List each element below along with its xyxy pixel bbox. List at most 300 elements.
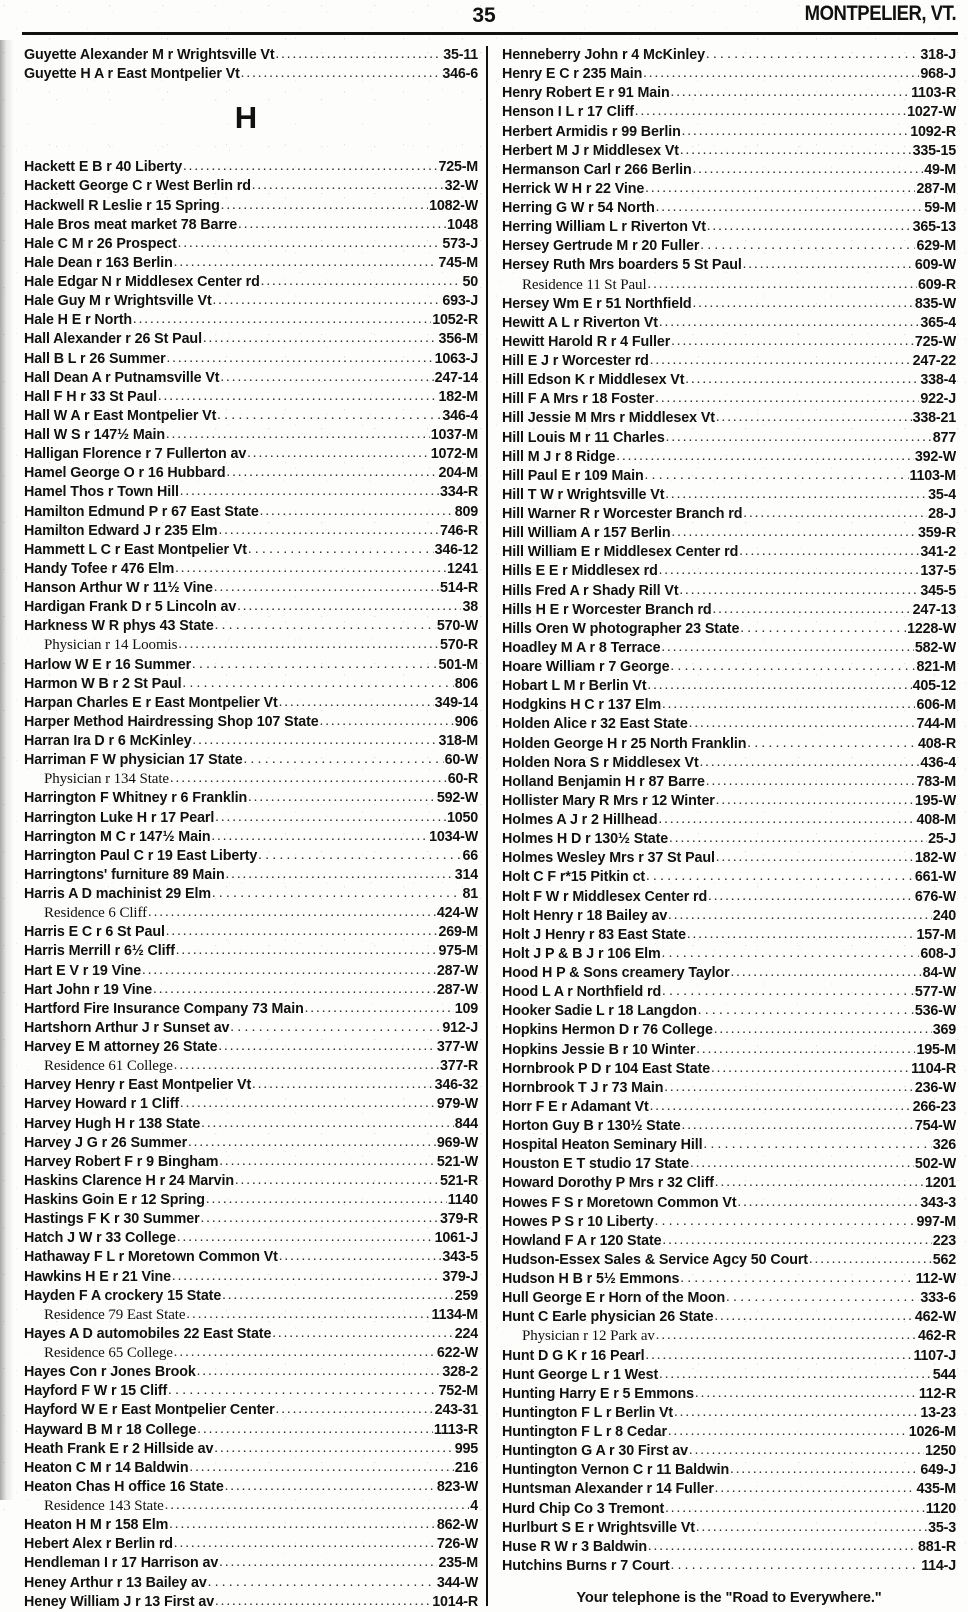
entry-name: Haskins Goin E r 12 Spring bbox=[24, 1192, 205, 1208]
entry-phone-number: 247-14 bbox=[434, 369, 478, 386]
entry-phone-number: 405-12 bbox=[912, 678, 956, 695]
directory-entry bbox=[502, 1442, 956, 1461]
entry-phone-number: 424-W bbox=[436, 905, 478, 922]
directory-entry bbox=[24, 1535, 478, 1554]
directory-entry bbox=[502, 1213, 956, 1232]
entry-phone-number: 573-J bbox=[442, 235, 478, 252]
entry-phone-number: 501-M bbox=[438, 656, 478, 673]
entry-phone-number: 968-J bbox=[920, 66, 956, 83]
entry-phone-number: 745-M bbox=[438, 254, 478, 271]
entry-name: Physician r 14 Loomis bbox=[44, 637, 178, 654]
entry-phone-number: 84-W bbox=[922, 965, 956, 981]
leader-dots bbox=[214, 1440, 453, 1458]
entry-name: Holden Nora S r Middlesex Vt bbox=[502, 754, 699, 771]
leader-dots bbox=[252, 177, 444, 195]
entry-name: Harvey Hugh H r 138 State bbox=[24, 1115, 201, 1132]
entry-name: Hill T W r Wrightsville Vt bbox=[502, 486, 665, 503]
entry-name: Hunt George L r 1 West bbox=[502, 1366, 659, 1383]
entry-name: Holt C F r*15 Pitkin ct bbox=[502, 869, 646, 886]
entry-phone-number: 344-W bbox=[436, 1574, 478, 1591]
directory-entry bbox=[24, 923, 478, 942]
entry-phone-number: 835-W bbox=[914, 295, 956, 312]
directory-entry bbox=[24, 426, 478, 445]
entry-phone-number: 247-13 bbox=[912, 601, 956, 618]
directory-entry bbox=[24, 1593, 478, 1612]
leader-dots bbox=[716, 849, 914, 867]
leader-dots bbox=[666, 429, 932, 447]
entry-name: Hale H E r North bbox=[24, 312, 133, 329]
entry-phone-number: 1037-M bbox=[430, 427, 478, 443]
directory-entry bbox=[502, 65, 956, 84]
entry-phone-number: 28-J bbox=[928, 506, 956, 522]
section-letter-heading: H bbox=[234, 100, 258, 136]
leader-dots bbox=[674, 1404, 919, 1422]
directory-entry bbox=[502, 1519, 956, 1538]
entry-name: Hamilton Edmund P r 67 East State bbox=[24, 503, 259, 520]
entry-phone-number: 182-W bbox=[914, 850, 956, 867]
entry-phone-number: 59-M bbox=[924, 200, 956, 216]
leader-dots bbox=[650, 1098, 912, 1116]
entry-phone-number: 223 bbox=[932, 1232, 956, 1249]
entry-name: Hunt D G K r 16 Pearl bbox=[502, 1347, 645, 1364]
directory-entry bbox=[24, 1516, 478, 1535]
entry-phone-number: 269-M bbox=[438, 924, 478, 941]
leader-dots bbox=[665, 486, 927, 504]
entry-name: Hayes Con r Jones Brook bbox=[24, 1364, 196, 1381]
entry-phone-number: 240 bbox=[932, 907, 956, 924]
entry-name: Holt J Henry r 83 East State bbox=[502, 926, 686, 943]
entry-name: Henneberry John r 4 McKinley bbox=[502, 47, 705, 63]
right-column bbox=[486, 46, 968, 1606]
leader-dots bbox=[215, 617, 436, 635]
entry-phone-number: 346-6 bbox=[442, 66, 478, 83]
entry-name: Herbert M J r Middlesex Vt bbox=[502, 142, 679, 159]
directory-entry bbox=[502, 830, 956, 849]
entry-phone-number: 1250 bbox=[924, 1443, 956, 1460]
leader-dots bbox=[655, 390, 919, 408]
leader-dots bbox=[241, 65, 442, 83]
leader-dots bbox=[212, 885, 462, 903]
directory-entry bbox=[24, 694, 478, 713]
directory-entry bbox=[502, 1366, 956, 1385]
directory-entry bbox=[24, 598, 478, 617]
leader-dots bbox=[226, 866, 454, 884]
leader-dots bbox=[655, 1213, 916, 1231]
entry-phone-number: 744-M bbox=[916, 716, 956, 733]
entry-name: Hartshorn Arthur J r Sunset av bbox=[24, 1019, 230, 1036]
entry-name: Hopkins Hermon D r 76 College bbox=[502, 1022, 713, 1039]
leader-dots bbox=[174, 1344, 436, 1362]
directory-entry bbox=[502, 696, 956, 715]
entry-name: Residence 61 College bbox=[44, 1058, 173, 1075]
entry-phone-number: 629-M bbox=[916, 238, 956, 255]
entry-phone-number: 1120 bbox=[925, 1500, 956, 1517]
entry-name: Holden George H r 25 North Franklin bbox=[502, 735, 747, 752]
directory-subentry bbox=[24, 1344, 478, 1363]
directory-entry bbox=[502, 1538, 956, 1557]
directory-entry bbox=[502, 620, 956, 639]
entry-phone-number: 379-J bbox=[442, 1268, 478, 1285]
directory-entry bbox=[502, 945, 956, 964]
entry-name: Harlow W E r 16 Summer bbox=[24, 656, 192, 673]
leader-dots bbox=[192, 656, 437, 674]
leader-dots bbox=[178, 636, 439, 654]
entry-name: Hayford F W r 15 Cliff bbox=[24, 1383, 168, 1400]
entry-name: Hastings F K r 30 Summer bbox=[24, 1211, 200, 1228]
entry-name: Hale C M r 26 Prospect bbox=[24, 235, 177, 252]
entry-phone-number: 112-R bbox=[918, 1385, 956, 1402]
directory-entry bbox=[24, 1248, 478, 1267]
entry-name: Residence 79 East State bbox=[44, 1306, 186, 1323]
entry-phone-number: 809 bbox=[454, 503, 478, 520]
leader-dots bbox=[148, 904, 436, 922]
directory-entry bbox=[24, 866, 478, 885]
directory-entry bbox=[502, 1251, 956, 1270]
leader-dots bbox=[656, 1327, 917, 1345]
leader-dots bbox=[260, 503, 454, 521]
entry-phone-number: 1140 bbox=[447, 1192, 478, 1208]
leader-dots bbox=[659, 1366, 932, 1384]
leader-dots bbox=[214, 579, 439, 597]
leader-dots bbox=[706, 46, 919, 64]
leader-dots bbox=[211, 828, 428, 846]
leader-dots bbox=[219, 1153, 436, 1171]
leader-dots bbox=[616, 448, 913, 466]
leader-dots bbox=[743, 256, 914, 274]
leader-dots bbox=[668, 1423, 908, 1441]
entry-phone-number: 224 bbox=[454, 1325, 478, 1342]
entry-name: Hewitt Harold R r 4 Fuller bbox=[502, 333, 671, 350]
entry-phone-number: 1104-R bbox=[911, 1060, 956, 1077]
entry-phone-number: 1092-R bbox=[910, 123, 956, 140]
entry-name: Physician r 134 State bbox=[44, 771, 169, 788]
directory-entry bbox=[502, 1060, 956, 1079]
entry-phone-number: 536-W bbox=[914, 1003, 956, 1020]
entry-name: Holmes A J r 2 Hillhead bbox=[502, 812, 658, 828]
entry-phone-number: 969-W bbox=[436, 1134, 478, 1151]
directory-subentry bbox=[24, 1057, 478, 1076]
entry-name: Hayward B M r 18 College bbox=[24, 1421, 197, 1438]
leader-dots bbox=[715, 1480, 916, 1498]
entry-phone-number: 975-M bbox=[438, 943, 478, 960]
entry-name: Residence 65 College bbox=[44, 1345, 173, 1361]
leader-dots bbox=[661, 639, 913, 657]
leader-dots bbox=[663, 1232, 932, 1250]
directory-entry bbox=[502, 46, 956, 65]
leader-dots bbox=[700, 754, 920, 772]
entry-name: Harpan Charles E r East Montpelier Vt bbox=[24, 694, 278, 711]
entry-phone-number: 346-4 bbox=[442, 407, 478, 424]
entry-name: Holt F W r Middlesex Center rd bbox=[502, 888, 708, 905]
entry-name: Residence 11 St Paul bbox=[522, 276, 647, 293]
leader-dots bbox=[244, 751, 444, 769]
page-header bbox=[0, 0, 968, 42]
leader-dots bbox=[153, 981, 436, 999]
directory-entry bbox=[502, 486, 956, 505]
entry-phone-number: 328-2 bbox=[442, 1364, 478, 1381]
entry-phone-number: 287-W bbox=[436, 962, 478, 979]
directory-entry bbox=[502, 199, 956, 218]
directory-entry bbox=[502, 792, 956, 811]
leader-dots bbox=[248, 541, 434, 559]
entry-name: Hill M J r 8 Ridge bbox=[502, 448, 616, 465]
entry-name: Huse R W r 3 Baldwin bbox=[502, 1538, 647, 1555]
directory-entry bbox=[24, 46, 478, 65]
directory-entry bbox=[24, 1401, 478, 1420]
entry-name: Halligan Florence r 7 Fullerton av bbox=[24, 446, 247, 463]
entry-name: Harris A D machinist 29 Elm bbox=[24, 886, 211, 902]
leader-dots bbox=[261, 273, 462, 291]
entry-phone-number: 693-J bbox=[442, 293, 478, 310]
leader-dots bbox=[646, 868, 914, 886]
entry-name: Hopkins Jessie B r 10 Winter bbox=[502, 1041, 696, 1058]
leader-dots bbox=[714, 1021, 932, 1039]
entry-phone-number: 609-W bbox=[914, 257, 956, 274]
entry-name: Physician r 12 Park av bbox=[522, 1328, 655, 1345]
entry-name: Harris Merrill r 6½ Cliff bbox=[24, 943, 175, 960]
leader-dots bbox=[237, 598, 461, 616]
directory-entry bbox=[24, 847, 478, 866]
entry-phone-number: 1107-J bbox=[913, 1347, 956, 1364]
directory-entry bbox=[24, 1478, 478, 1497]
directory-subentry bbox=[24, 904, 478, 923]
directory-entry bbox=[24, 445, 478, 464]
entry-phone-number: 25-J bbox=[928, 831, 956, 848]
leader-dots bbox=[696, 1041, 915, 1059]
entry-phone-number: 182-M bbox=[438, 388, 478, 405]
entry-phone-number: 356-M bbox=[438, 331, 478, 348]
directory-entry bbox=[24, 254, 478, 273]
leader-dots bbox=[716, 792, 914, 810]
entry-phone-number: 1134-M bbox=[431, 1306, 478, 1323]
entry-name: Hatch J W r 33 College bbox=[24, 1230, 176, 1247]
entry-phone-number: 649-J bbox=[920, 1462, 956, 1479]
entry-phone-number: 287-W bbox=[436, 981, 478, 998]
entry-name: Harkness W R phys 43 State bbox=[24, 618, 214, 635]
entry-name: Hayes A D automobiles 22 East State bbox=[24, 1325, 272, 1342]
entry-name: Hendleman I r 17 Harrison av bbox=[24, 1555, 219, 1572]
leader-dots bbox=[218, 1038, 435, 1056]
entry-name: Hayden F A crockery 15 State bbox=[24, 1287, 222, 1304]
leader-dots bbox=[695, 1385, 918, 1403]
directory-entry bbox=[24, 1440, 478, 1459]
entry-phone-number: 521-R bbox=[440, 1172, 478, 1189]
directory-entry bbox=[24, 1229, 478, 1248]
directory-entry bbox=[502, 524, 956, 543]
entry-name: Heaton C M r 14 Baldwin bbox=[24, 1459, 189, 1476]
entry-name: Hill E J r Worcester rd bbox=[502, 353, 649, 369]
leader-dots bbox=[726, 1289, 919, 1307]
entry-phone-number: 1050 bbox=[446, 809, 478, 826]
entry-name: Hood L A r Northfield rd bbox=[502, 984, 662, 1001]
leader-dots bbox=[715, 1174, 924, 1192]
leader-dots bbox=[180, 1095, 436, 1113]
leader-dots bbox=[671, 658, 916, 676]
entry-name: Harper Method Hairdressing Shop 107 State bbox=[24, 713, 319, 730]
entry-phone-number: 137-5 bbox=[920, 563, 956, 580]
directory-entry bbox=[502, 1021, 956, 1040]
entry-name: Harris E C r 6 St Paul bbox=[24, 924, 165, 941]
entry-name: Hudson-Essex Sales & Service Agcy 50 Court bbox=[502, 1251, 808, 1268]
leader-dots bbox=[182, 675, 453, 693]
entry-name: Hale Guy M r Wrightsville Vt bbox=[24, 293, 212, 310]
leader-dots bbox=[215, 1593, 431, 1611]
leader-dots bbox=[707, 218, 912, 236]
entry-phone-number: 346-12 bbox=[434, 541, 478, 558]
directory-entry bbox=[24, 789, 478, 808]
directory-entry bbox=[502, 371, 956, 390]
directory-entry bbox=[24, 273, 478, 292]
entry-phone-number: 997-M bbox=[916, 1213, 956, 1230]
directory-entry bbox=[24, 1459, 478, 1478]
leader-dots bbox=[743, 505, 927, 523]
leader-dots bbox=[193, 732, 438, 750]
entry-phone-number: 821-M bbox=[916, 659, 956, 675]
entry-phone-number: 622-W bbox=[436, 1345, 478, 1361]
directory-entry bbox=[24, 177, 478, 196]
leader-dots bbox=[671, 1557, 921, 1575]
leader-dots bbox=[252, 1076, 434, 1094]
leader-dots bbox=[235, 1172, 439, 1190]
entry-name: Residence 143 State bbox=[44, 1498, 164, 1514]
leader-dots bbox=[178, 235, 442, 253]
leader-dots bbox=[222, 1287, 454, 1305]
directory-entry bbox=[502, 1155, 956, 1174]
directory-entry bbox=[24, 1574, 478, 1593]
directory-subentry bbox=[24, 1306, 478, 1325]
entry-phone-number: 1201 bbox=[924, 1175, 956, 1192]
entry-phone-number: 60-R bbox=[447, 771, 478, 788]
directory-entry bbox=[24, 942, 478, 961]
directory-entry bbox=[502, 1557, 956, 1576]
entry-name: Herrick W H r 22 Vine bbox=[502, 180, 645, 197]
leader-dots bbox=[659, 811, 916, 829]
entry-phone-number: 318-M bbox=[438, 733, 478, 749]
entry-name: Howard Dorothy P Mrs r 32 Cliff bbox=[502, 1175, 714, 1192]
entry-phone-number: 333-6 bbox=[920, 1290, 956, 1307]
entry-name: Hall Alexander r 26 St Paul bbox=[24, 331, 202, 348]
entry-phone-number: 81 bbox=[462, 886, 478, 902]
directory-entry bbox=[502, 505, 956, 524]
directory-entry bbox=[502, 1289, 956, 1308]
leader-dots bbox=[206, 1191, 447, 1209]
entry-phone-number: 521-W bbox=[436, 1153, 478, 1170]
directory-entry bbox=[502, 352, 956, 371]
directory-entry bbox=[24, 828, 478, 847]
entry-name: Hewitt A L r Riverton Vt bbox=[502, 314, 658, 331]
entry-phone-number: 338-4 bbox=[920, 372, 956, 389]
leader-dots bbox=[643, 65, 919, 83]
entry-name: Hall Dean A r Putnamsville Vt bbox=[24, 369, 220, 386]
entry-name: Hathaway F L r Moretown Common Vt bbox=[24, 1249, 278, 1266]
directory-entry bbox=[24, 350, 478, 369]
directory-entry bbox=[24, 1421, 478, 1440]
directory-entry bbox=[24, 1363, 478, 1382]
entry-name: Hayford W E r East Montpelier Center bbox=[24, 1402, 275, 1419]
entry-phone-number: 318-J bbox=[920, 47, 956, 63]
entry-name: Hills Oren W photographer 23 State bbox=[502, 620, 740, 637]
directory-entry bbox=[502, 218, 956, 237]
entry-name: Hill Jessie M Mrs r Middlesex Vt bbox=[502, 410, 715, 427]
entry-name: Hull George E r Horn of the Moon bbox=[502, 1290, 726, 1307]
entry-phone-number: 314 bbox=[454, 866, 478, 883]
leader-dots bbox=[279, 694, 434, 712]
directory-entry bbox=[502, 1500, 956, 1519]
entry-phone-number: 112-W bbox=[915, 1271, 956, 1287]
entry-name: Horton Guy B r 130½ State bbox=[502, 1118, 681, 1134]
entry-phone-number: 50 bbox=[462, 274, 478, 290]
leader-dots bbox=[219, 522, 439, 540]
entry-phone-number: 436-4 bbox=[920, 754, 956, 771]
directory-entry bbox=[24, 216, 478, 235]
leader-dots bbox=[219, 1554, 437, 1572]
entry-name: Hurd Chip Co 3 Tremont bbox=[502, 1500, 665, 1517]
entry-name: Hale Bros meat market 78 Barre bbox=[24, 216, 238, 233]
directory-entry bbox=[502, 1232, 956, 1251]
leader-dots bbox=[693, 295, 914, 313]
directory-subentry bbox=[24, 770, 478, 789]
entry-name: Hebert Alex r Berlin rd bbox=[24, 1536, 173, 1553]
entry-phone-number: 1027-W bbox=[907, 104, 956, 121]
entry-phone-number: 1103-M bbox=[909, 467, 956, 484]
entry-phone-number: 195-W bbox=[914, 792, 956, 809]
entry-phone-number: 752-M bbox=[438, 1383, 478, 1400]
entry-phone-number: 1034-W bbox=[429, 828, 478, 845]
entry-phone-number: 570-R bbox=[440, 637, 478, 654]
directory-entry bbox=[502, 1423, 956, 1442]
directory-entry bbox=[24, 1382, 478, 1401]
entry-name: Hospital Heaton Seminary Hill bbox=[502, 1137, 703, 1154]
entry-phone-number: 844 bbox=[454, 1115, 478, 1132]
leader-dots bbox=[190, 1459, 454, 1477]
leader-dots bbox=[665, 1500, 925, 1518]
leader-dots bbox=[166, 426, 430, 444]
entry-name: Hurlburt S E r Wrightsville Vt bbox=[502, 1519, 695, 1536]
entry-phone-number: 746-R bbox=[440, 522, 478, 539]
leader-dots bbox=[680, 142, 912, 160]
entry-phone-number: 544 bbox=[932, 1366, 956, 1383]
city-heading: MONTPELIER, VT. bbox=[804, 2, 956, 25]
directory-entry bbox=[24, 388, 478, 407]
leader-dots bbox=[174, 254, 438, 272]
directory-entry bbox=[502, 658, 956, 677]
directory-entry bbox=[502, 888, 956, 907]
entry-name: Hills H E r Worcester Branch rd bbox=[502, 601, 712, 618]
entry-name: Herring G W r 54 North bbox=[502, 200, 655, 216]
directory-entry bbox=[502, 983, 956, 1002]
entry-phone-number: 35-4 bbox=[928, 486, 956, 503]
directory-entry bbox=[502, 448, 956, 467]
leader-dots bbox=[696, 1519, 927, 1537]
entry-phone-number: 1228-W bbox=[907, 620, 956, 637]
entry-name: Harrington Paul C r 19 East Liberty bbox=[24, 847, 258, 864]
leader-dots bbox=[716, 409, 912, 427]
entry-phone-number: 726-W bbox=[436, 1536, 478, 1553]
directory-entry bbox=[502, 103, 956, 122]
leader-dots bbox=[165, 1497, 470, 1515]
entry-phone-number: 823-W bbox=[436, 1478, 478, 1495]
entry-phone-number: 1072-M bbox=[430, 446, 478, 463]
directory-entry bbox=[502, 907, 956, 926]
directory-entry bbox=[24, 1115, 478, 1134]
directory-entry bbox=[24, 1134, 478, 1153]
entry-name: Holland Benjamin H r 87 Barre bbox=[502, 773, 705, 790]
entry-phone-number: 979-W bbox=[436, 1096, 478, 1113]
leader-dots bbox=[664, 1079, 914, 1097]
leader-dots bbox=[158, 388, 438, 406]
directory-entry bbox=[24, 464, 478, 483]
directory-entry bbox=[24, 675, 478, 694]
